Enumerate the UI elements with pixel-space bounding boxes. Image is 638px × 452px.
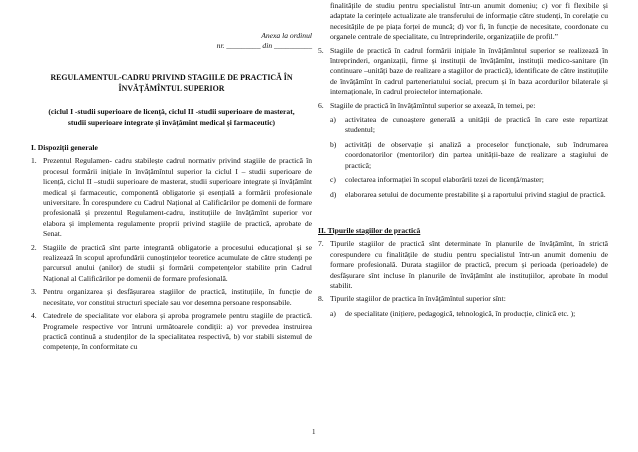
item-text: Prezentul Regulamen- cadru stabilește cadrul normativ privind stagiile de practică în procesul formării inițiale în învățămîntul superior la ciclul I – studii superioare de licență, ciclul II –studii superioare de masterat, studii superioare integrate și învățămînt medical și farmaceutic, componentă obligatorie și esențială a formării profesionale universitare. În corespundere cu Cadrul Național al Calificărilor pe domenii de formare profesională și prezentul Regulament-cadru, instituțiile de învățămînt superior vor elabora și implementa regulamente proprii privind stagiile de practică, aprobate de Senat.	[43, 156, 312, 239]
item-number: 6.	[318, 100, 324, 110]
sub-item-letter: c)	[330, 175, 336, 185]
item-text: Stagiile de practică în cadrul formării inițiale în învățămîntul superior se realizează în întreprinderi, organizații, firme și instituții de învățămînt, instituții medico-sanitare (în continuare –unități baze de realizare a stagiilor de practică), identificate de către instituțiile de învățămînt în cadrul parteneriatului social, precum și în baza acordurilor bilaterale și internaționale, în cadrul proiectelor internaționale.	[330, 45, 608, 97]
item-number: 8.	[318, 294, 324, 304]
list-item	[318, 46, 608, 98]
item-number: 4.	[31, 311, 37, 321]
list-item	[31, 287, 312, 308]
list-item	[31, 243, 312, 285]
sub-item	[330, 175, 608, 185]
section-heading-1: I. Dispoziții generale	[31, 143, 98, 152]
list-item	[318, 239, 608, 291]
right-column	[318, 0, 608, 323]
sub-item	[330, 309, 608, 319]
item-text: Pentru organizarea și desfășurarea stagiilor de practică, instituțiile, în funcție de necesitate, vor constitui structuri speciale sau vor desemna persoane responsabile.	[43, 287, 312, 307]
list-item	[31, 311, 312, 353]
item-number: 3.	[31, 287, 37, 297]
document-title: REGULAMENTUL-CADRU PRIVIND STAGIILE DE PRACTICĂ ÎN ÎNVĂȚĂMÎNTUL SUPERIOR	[50, 73, 293, 93]
annex-line-1: Anexa la ordinul	[261, 31, 312, 40]
title-block	[31, 73, 312, 128]
list-item	[318, 294, 608, 304]
document-subtitle: (ciclul I -studii superioare de licență, ciclul II -studii superioare de masterat, studii superioare integrate și învățămînt medical și farmaceutic)	[48, 107, 295, 127]
sub-item-letter: a)	[330, 115, 336, 125]
item-text: Stagiile de practică în învățămîntul superior se axează, în temei, pe:	[330, 100, 536, 110]
left-column	[31, 0, 312, 356]
sub-item-letter: a)	[330, 308, 336, 318]
sub-item-text: activități de observație și analiză a proceselor funcționale, sub îndrumarea coordonatorilor (mentorilor) din partea unității-baze de realizare a stagiului de practică;	[345, 139, 608, 170]
list-item	[318, 101, 608, 111]
item-text: finalitățile de studiu pentru specialistul într-un anumit domeniu; c) vor fi flexibile și adaptate la cerințele actualizate ale transferului de informație către studenți, în corelație cu necesitățile de pe piața forței de muncă; d) vor fi, în funcție de necesitate, coordonate cu organele centrale de specialitate, cu întreprinderile, organizațiile de profil.”	[330, 1, 608, 42]
item-number: 2.	[31, 242, 37, 252]
item-number: 7.	[318, 239, 324, 249]
sub-item	[330, 190, 608, 200]
sub-item	[330, 140, 608, 171]
sub-item-text: colectarea informației în scopul elaborării tezei de licență/master;	[345, 175, 544, 185]
sub-item	[330, 115, 608, 136]
sub-item-text: de specialitate (inițiere, pedagogică, tehnologică, în producție, clinică etc. );	[345, 308, 576, 318]
item-number: 1.	[31, 156, 37, 166]
annex-header	[31, 31, 312, 51]
item-text: Catedrele de specialitate vor elabora și aproba programele pentru stagiile de practică. Programele respective vor întruni următoarele condiții: a) vor prevedea instruirea practică continuă a studenților de la specialitatea respectivă, b) vor stabili sistemul de competențe, în conformitate cu	[43, 311, 312, 352]
item-text: Tipurile stagiilor de practică sînt determinate în planurile de învățămînt, în strictă corespundere cu finalitățile de studiu pentru specialistul într-un anumit domeniu de formare profesională. Durata stagiilor de practică, precum și perioada (perioadele) de desfășurare sînt incluse în planurile de învățămînt ale instituțiilor, aprobate în modul stabilit.	[330, 239, 608, 290]
sub-item-text: activitatea de cunoaștere generală a unității de practică în care este repartizat studentul;	[345, 115, 608, 135]
sub-item-letter: b)	[330, 139, 337, 149]
annex-line-2: nr. _________ din __________	[216, 41, 312, 50]
sub-item-letter: d)	[330, 189, 337, 199]
sub-item-text: elaborarea setului de documente prestabilite și a raportului privind stagiul de practică.	[345, 189, 606, 199]
list-item	[31, 156, 312, 239]
item-number: 5.	[318, 45, 324, 55]
item-text: Stagiile de practică sînt parte integrantă obligatorie a procesului educațional și se realizează în scopul aprofundării cunoștințelor teoretice acumulate de către studenți pe parcursul anului (anilor) de studii și formării competențelor stabilite prin Cadrul Național al Calificărilor pe domenii de formare profesională.	[43, 242, 312, 283]
list-item-continuation	[318, 1, 608, 43]
item-text: Tipurile stagiilor de practica în învățămîntul superior sînt:	[330, 294, 506, 304]
section-heading-2: II. Tipurile stagiilor de practică	[318, 225, 421, 235]
page-number: 1	[312, 428, 316, 436]
